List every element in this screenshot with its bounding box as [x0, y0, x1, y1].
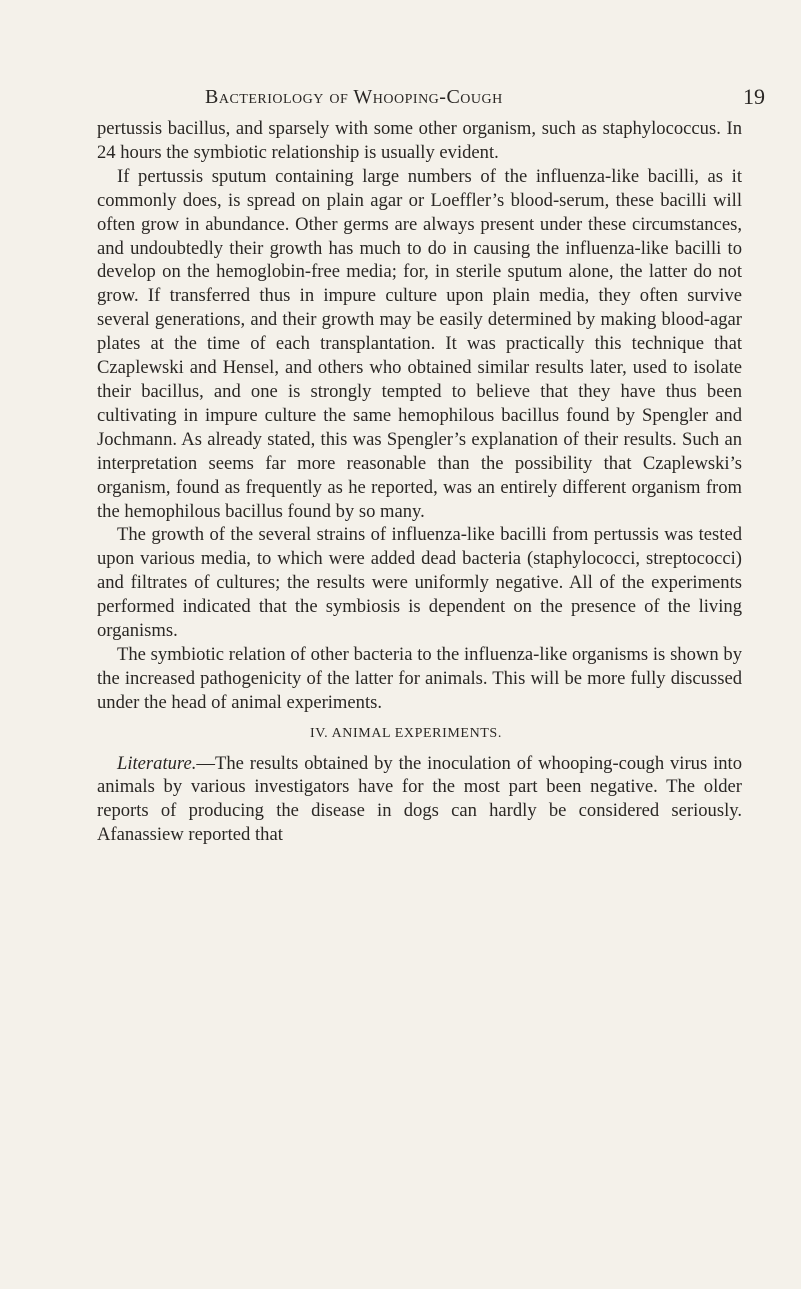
- paragraph-continuation: pertussis bacillus, and sparsely with some other organism, such as staphylococcus. In 24 hours the symbiotic relationship is usually evident.: [97, 118, 742, 163]
- paragraph-growth-strains: The growth of the several strains of influenza-like bacilli from pertussis was tested upon various media, to which were added dead bacteria (staphylococci, streptococci) and filtrates of cultures; the results were uniformly negative. All of the experiments performed indicated that the symbiosis is dependent on the presence of the living organisms.: [97, 524, 742, 642]
- lead-in-literature: Literature.: [117, 752, 197, 774]
- body-text: [97, 117, 742, 847]
- page-number: 19: [743, 84, 765, 109]
- paragraph-symbiotic-relation: The symbiotic relation of other bacteria to the influenza-like organisms is shown by the increased pathogenicity of the latter for animals. This will be more fully discussed under the head of animal experiments.: [97, 643, 742, 713]
- literature-text: —The results obtained by the inoculation of whooping-cough virus into animals by various investigators have for the most part been negative. The older reports of producing the disease in dogs can hardly be considered seriously. Afanassiew reported that: [97, 752, 742, 846]
- paragraph-influenza-like-bacilli: If pertussis sputum containing large numbers of the influenza-like bacilli, as it commonly does, is spread on plain agar or Loeffler’s blood-serum, these bacilli will often grow in abundance. Other germs are always present under these circumstances, and undoubtedly their growth has much to do in causing the influenza-like bacilli to develop on the hemoglobin-free media; for, in sterile sputum alone, the latter do not grow. If transferred thus in impure culture upon plain media, they often survive several generations, and their growth may be easily determined by making blood-agar plates at the time of each transplantation. It was practically this technique that Czaplewski and Hensel, and others who obtained similar results later, used to isolate their bacillus, and one is strongly tempted to believe that they have thus been cultivating in impure culture the same hemophilous bacillus found by Spengler and Jochmann. As already stated, this was Spengler’s explanation of their results. Such an interpretation seems far more reasonable than the possibility that Czaplewski’s organism, found as frequently as he reported, was an entirely different organism from the hemophilous bacillus found by so many.: [97, 165, 742, 522]
- paragraph-literature: [97, 752, 742, 848]
- running-head: Bacteriology of Whooping-Cough: [205, 86, 503, 108]
- section-heading: IV. ANIMAL EXPERIMENTS.: [310, 725, 502, 741]
